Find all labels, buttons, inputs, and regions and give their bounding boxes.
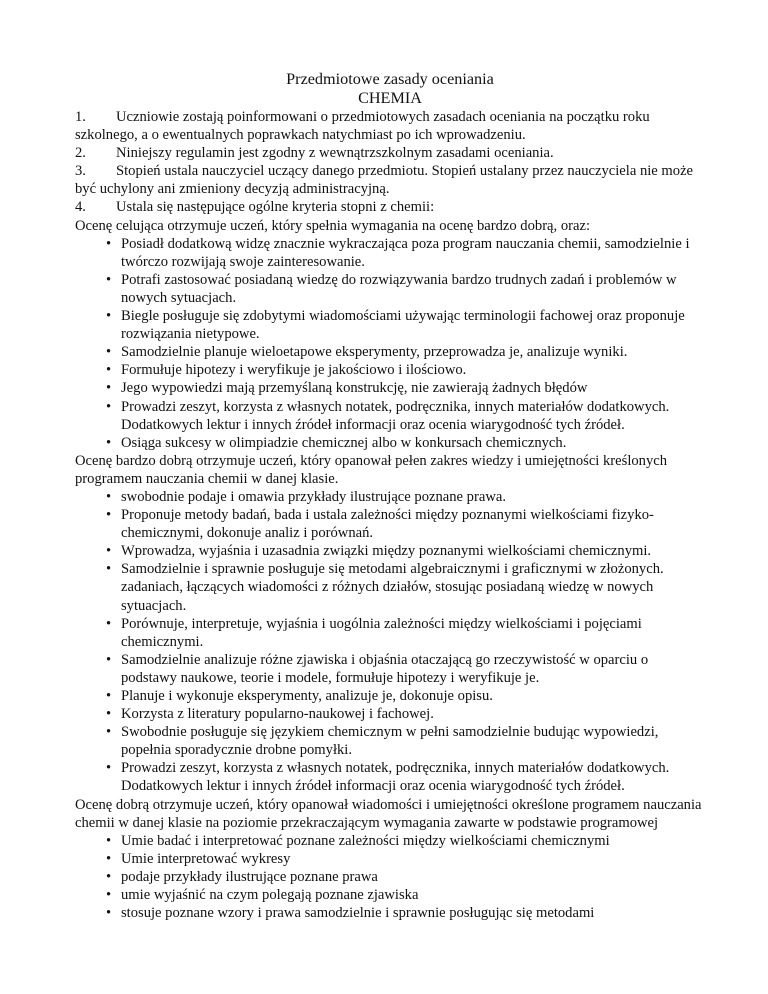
- list-item: • Umie interpretować wykresy: [106, 850, 291, 867]
- bullet-icon: •: [106, 760, 112, 777]
- bullet-icon: •: [106, 615, 112, 632]
- bullet-icon: •: [106, 724, 112, 741]
- list-item: • Umie badać i interpretować poznane zależności między wielkościami chemicznymi: [106, 832, 610, 849]
- list-item: • Proponuje metody badań, bada i ustala zależności między poznanymi wielkościami fizyko-chemicznymi, dokonuje analiz i porównań.: [106, 507, 654, 542]
- numbered-item: [75, 198, 705, 216]
- list-item: • Posiadł dodatkową widzę znacznie wykraczająca poza program nauczania chemii, samodzielnie i twórczo rozwijają swoje zainteresowanie.: [106, 235, 690, 270]
- bullet-icon: •: [106, 706, 112, 723]
- item-number: 2.: [75, 145, 86, 162]
- bullet-icon: •: [106, 832, 112, 849]
- list-item: • Korzysta z literatury popularno-naukowej i fachowej.: [106, 706, 434, 723]
- list-item: • stosuje poznane wzory i prawa samodzielnie i sprawnie posługując się metodami: [106, 905, 595, 922]
- list-item: • podaje przykłady ilustrujące poznane prawa: [106, 868, 378, 885]
- bullet-icon: •: [106, 488, 112, 505]
- list-item: • Porównuje, interpretuje, wyjaśnia i uogólnia zależności między wielkościami i pojęciami chemicznymi.: [106, 615, 642, 650]
- section-intro-celujaca: Ocenę celująca otrzymuje uczeń, który spełnia wymagania na ocenę bardzo dobrą, oraz:: [75, 217, 590, 234]
- document-page: [75, 70, 705, 922]
- section-intro-dobra: Ocenę dobrą otrzymuje uczeń, który opanował wiadomości i umiejętności określone programem nauczania chemii w danej klasie na poziomie przekraczającym wymagania zawarte w podstawie programowej: [75, 796, 702, 831]
- list-item: • Swobodnie posługuje się językiem chemicznym w pełni samodzielnie budując wypowiedzi, popełnia sporadycznie drobne pomyłki.: [106, 724, 659, 759]
- bullet-icon: •: [106, 235, 112, 252]
- list-item: • Biegle posługuje się zdobytymi wiadomościami używając terminologii fachowej oraz proponuje rozwiązania nietypowe.: [106, 308, 685, 343]
- criteria-list-bardzo-dobra: [75, 488, 705, 796]
- list-item: • Prowadzi zeszyt, korzysta z własnych notatek, podręcznika, innych materiałów dodatkowych. Dodatkowych lektur i innych źródeł informacji oraz ocenia wiarygodność tych źródeł.: [106, 398, 670, 433]
- bullet-icon: •: [106, 868, 112, 885]
- list-item: • Wprowadza, wyjaśnia i uzasadnia związki między poznanymi wielkościami chemicznymi.: [106, 543, 652, 560]
- bullet-icon: •: [106, 905, 112, 922]
- bullet-icon: •: [106, 543, 112, 560]
- bullet-icon: •: [106, 688, 112, 704]
- bullet-icon: •: [106, 380, 112, 397]
- bullet-icon: •: [106, 434, 112, 451]
- criteria-list-celujaca: [75, 235, 705, 452]
- item-number: 4.: [75, 199, 86, 216]
- numbered-item-3-text: Stopień ustala nauczyciel uczący danego przedmiotu. Stopień ustalany przez nauczyciela nie może być uchylony ani zmieniony decyzją administracyjną.: [75, 163, 694, 198]
- list-item: • Samodzielnie planuje wieloetapowe eksperymenty, przeprowadza je, analizuje wyniki.: [106, 344, 628, 361]
- bullet-icon: •: [106, 850, 112, 867]
- document-title: Przedmiotowe zasady oceniania: [286, 70, 494, 88]
- list-item: • umie wyjaśnić na czym polegają poznane zjawiska: [106, 887, 419, 904]
- list-item: • swobodnie podaje i omawia przykłady ilustrujące poznane prawa.: [106, 488, 506, 505]
- item-number: 3.: [75, 163, 86, 180]
- item-number: 1.: [75, 109, 86, 125]
- bullet-icon: •: [106, 561, 112, 578]
- list-item: • Planuje i wykonuje eksperymenty, analizuje je, dokonuje opisu.: [106, 688, 493, 704]
- list-item: • Formułuje hipotezy i weryfikuje je jakościowo i ilościowo.: [106, 362, 467, 379]
- list-item: • Osiąga sukcesy w olimpiadzie chemicznej albo w konkursach chemicznych.: [106, 434, 567, 451]
- list-item: • Prowadzi zeszyt, korzysta z własnych notatek, podręcznika, innych materiałów dodatkowych. Dodatkowych lektur i innych źródeł informacji oraz ocenia wiarygodność tych źródeł.: [106, 760, 670, 795]
- bullet-icon: •: [106, 398, 112, 415]
- item-text: Ustala się następujące ogólne kryteria stopni z chemii:: [116, 199, 435, 216]
- bullet-icon: •: [106, 308, 112, 325]
- list-item: • Potrafi zastosować posiadaną wiedzę do rozwiązywania bardzo trudnych zadań i problemów w nowych sytuacjach.: [106, 271, 677, 306]
- bullet-icon: •: [106, 344, 112, 361]
- bullet-icon: •: [106, 271, 112, 288]
- bullet-icon: •: [106, 651, 112, 668]
- list-item: • Samodzielnie analizuje różne zjawiska i objaśnia otaczającą go rzeczywistość w oparciu o podstawy naukowe, teorie i modele, formułuje hipotezy i weryfikuje je.: [106, 651, 649, 686]
- numbered-item: [75, 144, 705, 162]
- section-intro-bardzo-dobra: Ocenę bardzo dobrą otrzymuje uczeń, który opanował pełen zakres wiedzy i umiejętności kreślonych programem nauczania chemii w danej klasie.: [75, 452, 668, 487]
- criteria-list-dobra: [75, 832, 705, 922]
- bullet-icon: •: [106, 362, 112, 379]
- list-item: • Jego wypowiedzi mają przemyślaną konstrukcję, nie zawierają żadnych błędów: [106, 380, 588, 397]
- numbered-item-1-text: Uczniowie zostają poinformowani o przedmiotowych zasadach oceniania na początku roku szkolnego, a o ewentualnych poprawkach natychmiast po ich wprowadzeniu.: [75, 109, 650, 144]
- list-item: • Samodzielnie i sprawnie posługuje się metodami algebraicznymi i graficznymi w złożonych. zadaniach, łączących wiadomości z różnych działów, stosując posiadaną wiedzę w nowych sytuacjach.: [106, 561, 664, 614]
- item-text: Niniejszy regulamin jest zgodny z wewnątrzszkolnym zasadami oceniania.: [116, 145, 554, 162]
- bullet-icon: •: [106, 507, 112, 524]
- bullet-icon: •: [106, 887, 112, 904]
- document-subtitle: CHEMIA: [358, 89, 422, 107]
